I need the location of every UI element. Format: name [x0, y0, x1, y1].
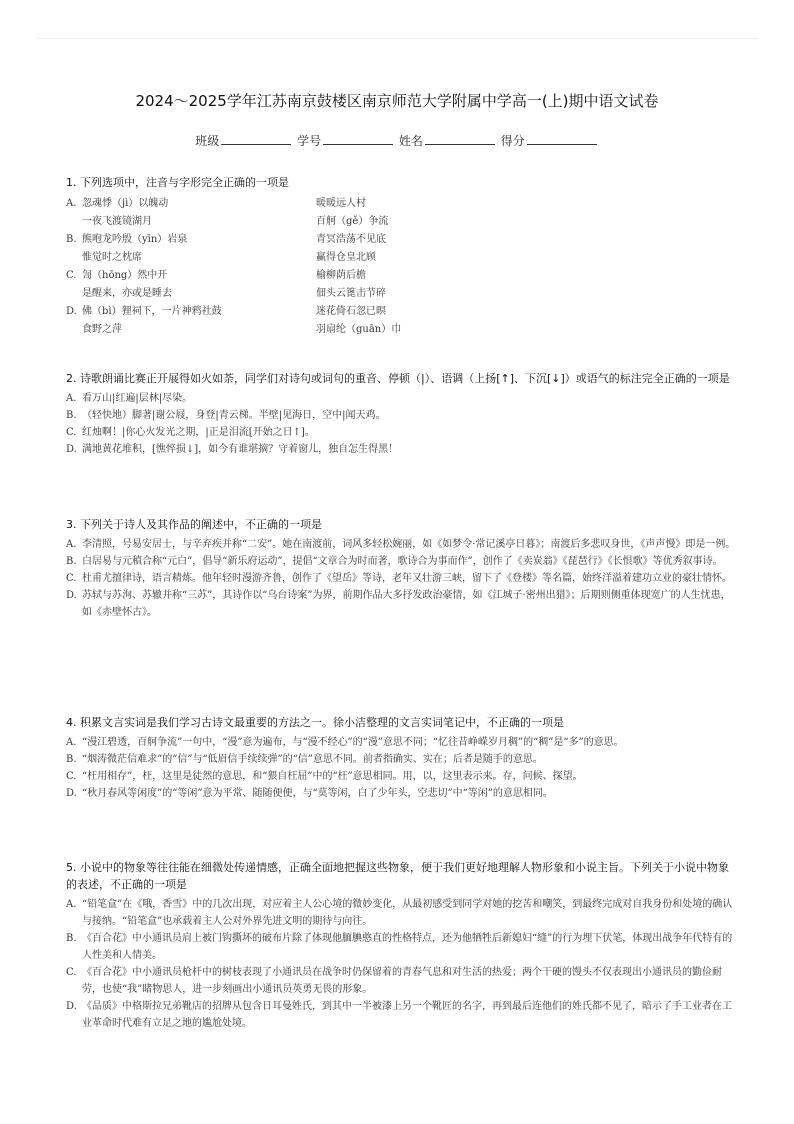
question-stem: 3. 下列关于诗人及其作品的阐述中，不正确的一项是: [66, 518, 322, 531]
option-b: [66, 407, 736, 424]
option-label: A.: [66, 393, 77, 404]
option-left: 佛（bì）狸祠下，一片神鸦社鼓: [82, 306, 222, 317]
question-2: [66, 370, 736, 458]
question-5: [66, 859, 736, 1032]
option-left-cell: [66, 303, 316, 321]
score-blank[interactable]: [527, 133, 597, 145]
id-label: 学号: [297, 134, 322, 148]
option-text: 看万山|红遍|层林|尽染。: [82, 393, 193, 404]
option-label: A.: [66, 737, 77, 748]
option-right: 迷花倚石忽已暝: [316, 306, 386, 317]
page-title: 2024～2025学年江苏南京鼓楼区南京师范大学附属中学高一(上)期中语文试卷: [135, 92, 659, 110]
question-3: [66, 516, 736, 621]
option-text: “烟涛微茫信难求”的“信”与“低眉信手续续弹”的“信”意思不同。前者指确实、实在；后者是随手的意思。: [82, 754, 543, 765]
option-left: 惟觉时之枕席: [82, 252, 142, 263]
top-rule: [36, 38, 758, 39]
option-label: C.: [66, 771, 77, 782]
option-text: （轻快地）脚著|谢公屐，身登|青云梯。半壁|见海日，空中|闻天鸡。: [82, 410, 386, 421]
option-left-cell: [66, 267, 316, 285]
option-label: D.: [66, 1001, 77, 1012]
option-label: B.: [66, 556, 77, 567]
id-blank[interactable]: [323, 133, 393, 145]
class-label: 班级: [195, 134, 220, 148]
option-label: A.: [66, 198, 77, 209]
option-label: D.: [66, 590, 77, 601]
option-left: 是醒来，亦或是睡去: [82, 288, 172, 299]
option-right: 羽扇纶（guān）巾: [316, 324, 402, 335]
question-stem: 5. 小说中的物象等往往能在细微处传递情感，正确全面地把握这些物象，便于我们更好地理解人物形象和小说主旨。下列关于小说中物象的表述，不正确的一项是: [66, 861, 729, 891]
option-d: [66, 441, 736, 458]
option-left: 訇（hōng）然中开: [82, 270, 168, 281]
name-blank[interactable]: [425, 133, 495, 145]
score-label: 得分: [500, 134, 525, 148]
option-text: 苏轼与苏洵、苏辙并称“三苏”，其诗作以“乌台诗案”为界，前期作品大多抒发政治豪情，如《江城子·密州出猎》；后期则侧重体现宽广的人生忧患，如《赤壁怀古》。: [82, 590, 731, 618]
option-label: B.: [66, 410, 77, 421]
question-4: [66, 714, 736, 802]
option-text: 《百合花》中小通讯员枪杆中的树枝表现了小通讯员在战争时仍保留着的青春气息和对生活的热爱；两个干硬的馒头不仅表现出小通讯员的勤俭耐劳，也使“我”睹物思人，进一步刻画出小通讯员英勇无畏的形象。: [82, 967, 722, 995]
option-label: B.: [66, 754, 77, 765]
option-right: 百舸（gě）争流: [316, 216, 389, 227]
name-label: 姓名: [398, 134, 423, 148]
option-text: 满地黄花堆积，[憔悴损↓]，如今有谁堪摘？守着窗儿，独自怎生得黑！: [82, 444, 399, 455]
option-text: 杜甫尤擅律诗，语言精炼。他年轻时漫游齐鲁，创作了《望岳》等诗，老年又壮游三峡，留下了《登楼》等名篇，始终洋溢着建功立业的豪壮情怀。: [82, 573, 732, 584]
option-right: 佃头云篦击节碎: [316, 288, 386, 299]
option-grid: [66, 195, 736, 339]
option-label: C.: [66, 573, 77, 584]
question-1: [66, 174, 736, 339]
option-d: [66, 587, 736, 621]
question-stem: 2. 诗歌朗诵比赛正开展得如火如荼，同学们对诗句或词句的重音、停顿（|）、语调（上扬[↑]、下沉[↓]）或语气的标注完全正确的一项是: [66, 372, 730, 385]
option-right: 暖暖远人村: [316, 198, 366, 209]
option-left-cell: [66, 195, 316, 213]
option-left: 一夜飞渡镜湖月: [82, 216, 152, 227]
option-right: 榆柳荫后檐: [316, 270, 366, 281]
option-text: 《百合花》中小通讯员肩上被门钩撕坏的破布片除了体现他腼腆憨直的性格特点，还为他牺牲后新媳妇“缝”的行为埋下伏笔，体现出战争年代特有的人性美和人情美。: [82, 933, 733, 961]
option-label: A.: [66, 539, 77, 550]
option-right: 青冥浩荡不见底: [316, 234, 386, 245]
option-b: [66, 751, 736, 768]
student-info-line: [0, 132, 794, 149]
option-text: “铅笔盒”在《哦，香雪》中的几次出现，对应着主人公心境的微妙变化，从最初感受到同学对她的挖苦和嘲笑，到最终完成对自我身份和处境的确认与接纳。“铅笔盒”也承载着主人公对外界先进文明的期待与向往。: [82, 899, 733, 927]
option-label: C.: [66, 427, 77, 438]
question-stem: 4. 积累文言实词是我们学习古诗文最重要的方法之一。徐小洁整理的文言实词笔记中，不正确的一项是: [66, 716, 564, 729]
option-label: D.: [66, 306, 77, 317]
option-label: C.: [66, 270, 77, 281]
option-label: D.: [66, 444, 77, 455]
option-c: [66, 768, 736, 785]
option-a: [66, 734, 736, 751]
option-text: 李清照，号易安居士，与辛弃疾并称“二安”。她在南渡前，词风多轻松婉丽，如《如梦令·常记溪亭日暮》；南渡后多悲叹身世，《声声慢》即是一例。: [82, 539, 736, 550]
option-text: 红烛啊！|你心火发光之期，|正是泪流[开始之日↑]。: [82, 427, 315, 438]
option-d: [66, 785, 736, 802]
question-stem: 1. 下列选项中，注音与字形完全正确的一项是: [66, 176, 289, 189]
option-left-cell: [66, 231, 316, 249]
option-label: C.: [66, 967, 77, 978]
option-left: 食野之萍: [82, 324, 122, 335]
option-label: A.: [66, 899, 77, 910]
option-text: “枉用相存”，枉，这里是徒然的意思，和“猥自枉屈”中的“枉”意思相同。用，以，这里表示来。存，问候、探望。: [82, 771, 583, 782]
option-label: B.: [66, 933, 77, 944]
option-c: [66, 424, 736, 441]
option-left: 熊咆龙吟殷（yīn）岩泉: [82, 234, 188, 245]
option-label: B.: [66, 234, 77, 245]
option-left: 忽魂悸（jì）以魄动: [82, 198, 169, 209]
option-b: [66, 930, 736, 964]
option-a: [66, 896, 736, 930]
option-c: [66, 570, 736, 587]
class-blank[interactable]: [221, 133, 291, 145]
option-label: D.: [66, 788, 77, 799]
option-b: [66, 553, 736, 570]
option-text: “漫江碧透，百舸争流”一句中，“漫”意为遍布，与“漫不经心”的“漫”意思不同；“忆往昔峥嵘岁月稠”的“稠”是“多”的意思。: [82, 737, 624, 748]
option-text: 《品质》中格斯拉兄弟靴店的招牌从包含日耳曼姓氏，到其中一半被漆上另一个靴匠的名字，再到最后连他们的姓氏都不见了，暗示了手工业者在工业革命时代难有立足之地的尴尬处境。: [82, 1001, 732, 1029]
option-d: [66, 998, 736, 1032]
option-a: [66, 536, 736, 553]
option-text: “秋月春风等闲度”的“等闲”意为平常、随随便便，与“莫等闲，白了少年头，空悲切”中“等闲”的意思相同。: [82, 788, 553, 799]
option-text: 白居易与元稹合称“元白”，倡导“新乐府运动”，提倡“文章合为时而著，歌诗合为事而作”，创作了《卖炭翁》《琵琶行》《长恨歌》等优秀叙事诗。: [82, 556, 723, 567]
option-c: [66, 964, 736, 998]
option-a: [66, 390, 736, 407]
option-right: 赢得仓皇北顾: [316, 252, 376, 263]
